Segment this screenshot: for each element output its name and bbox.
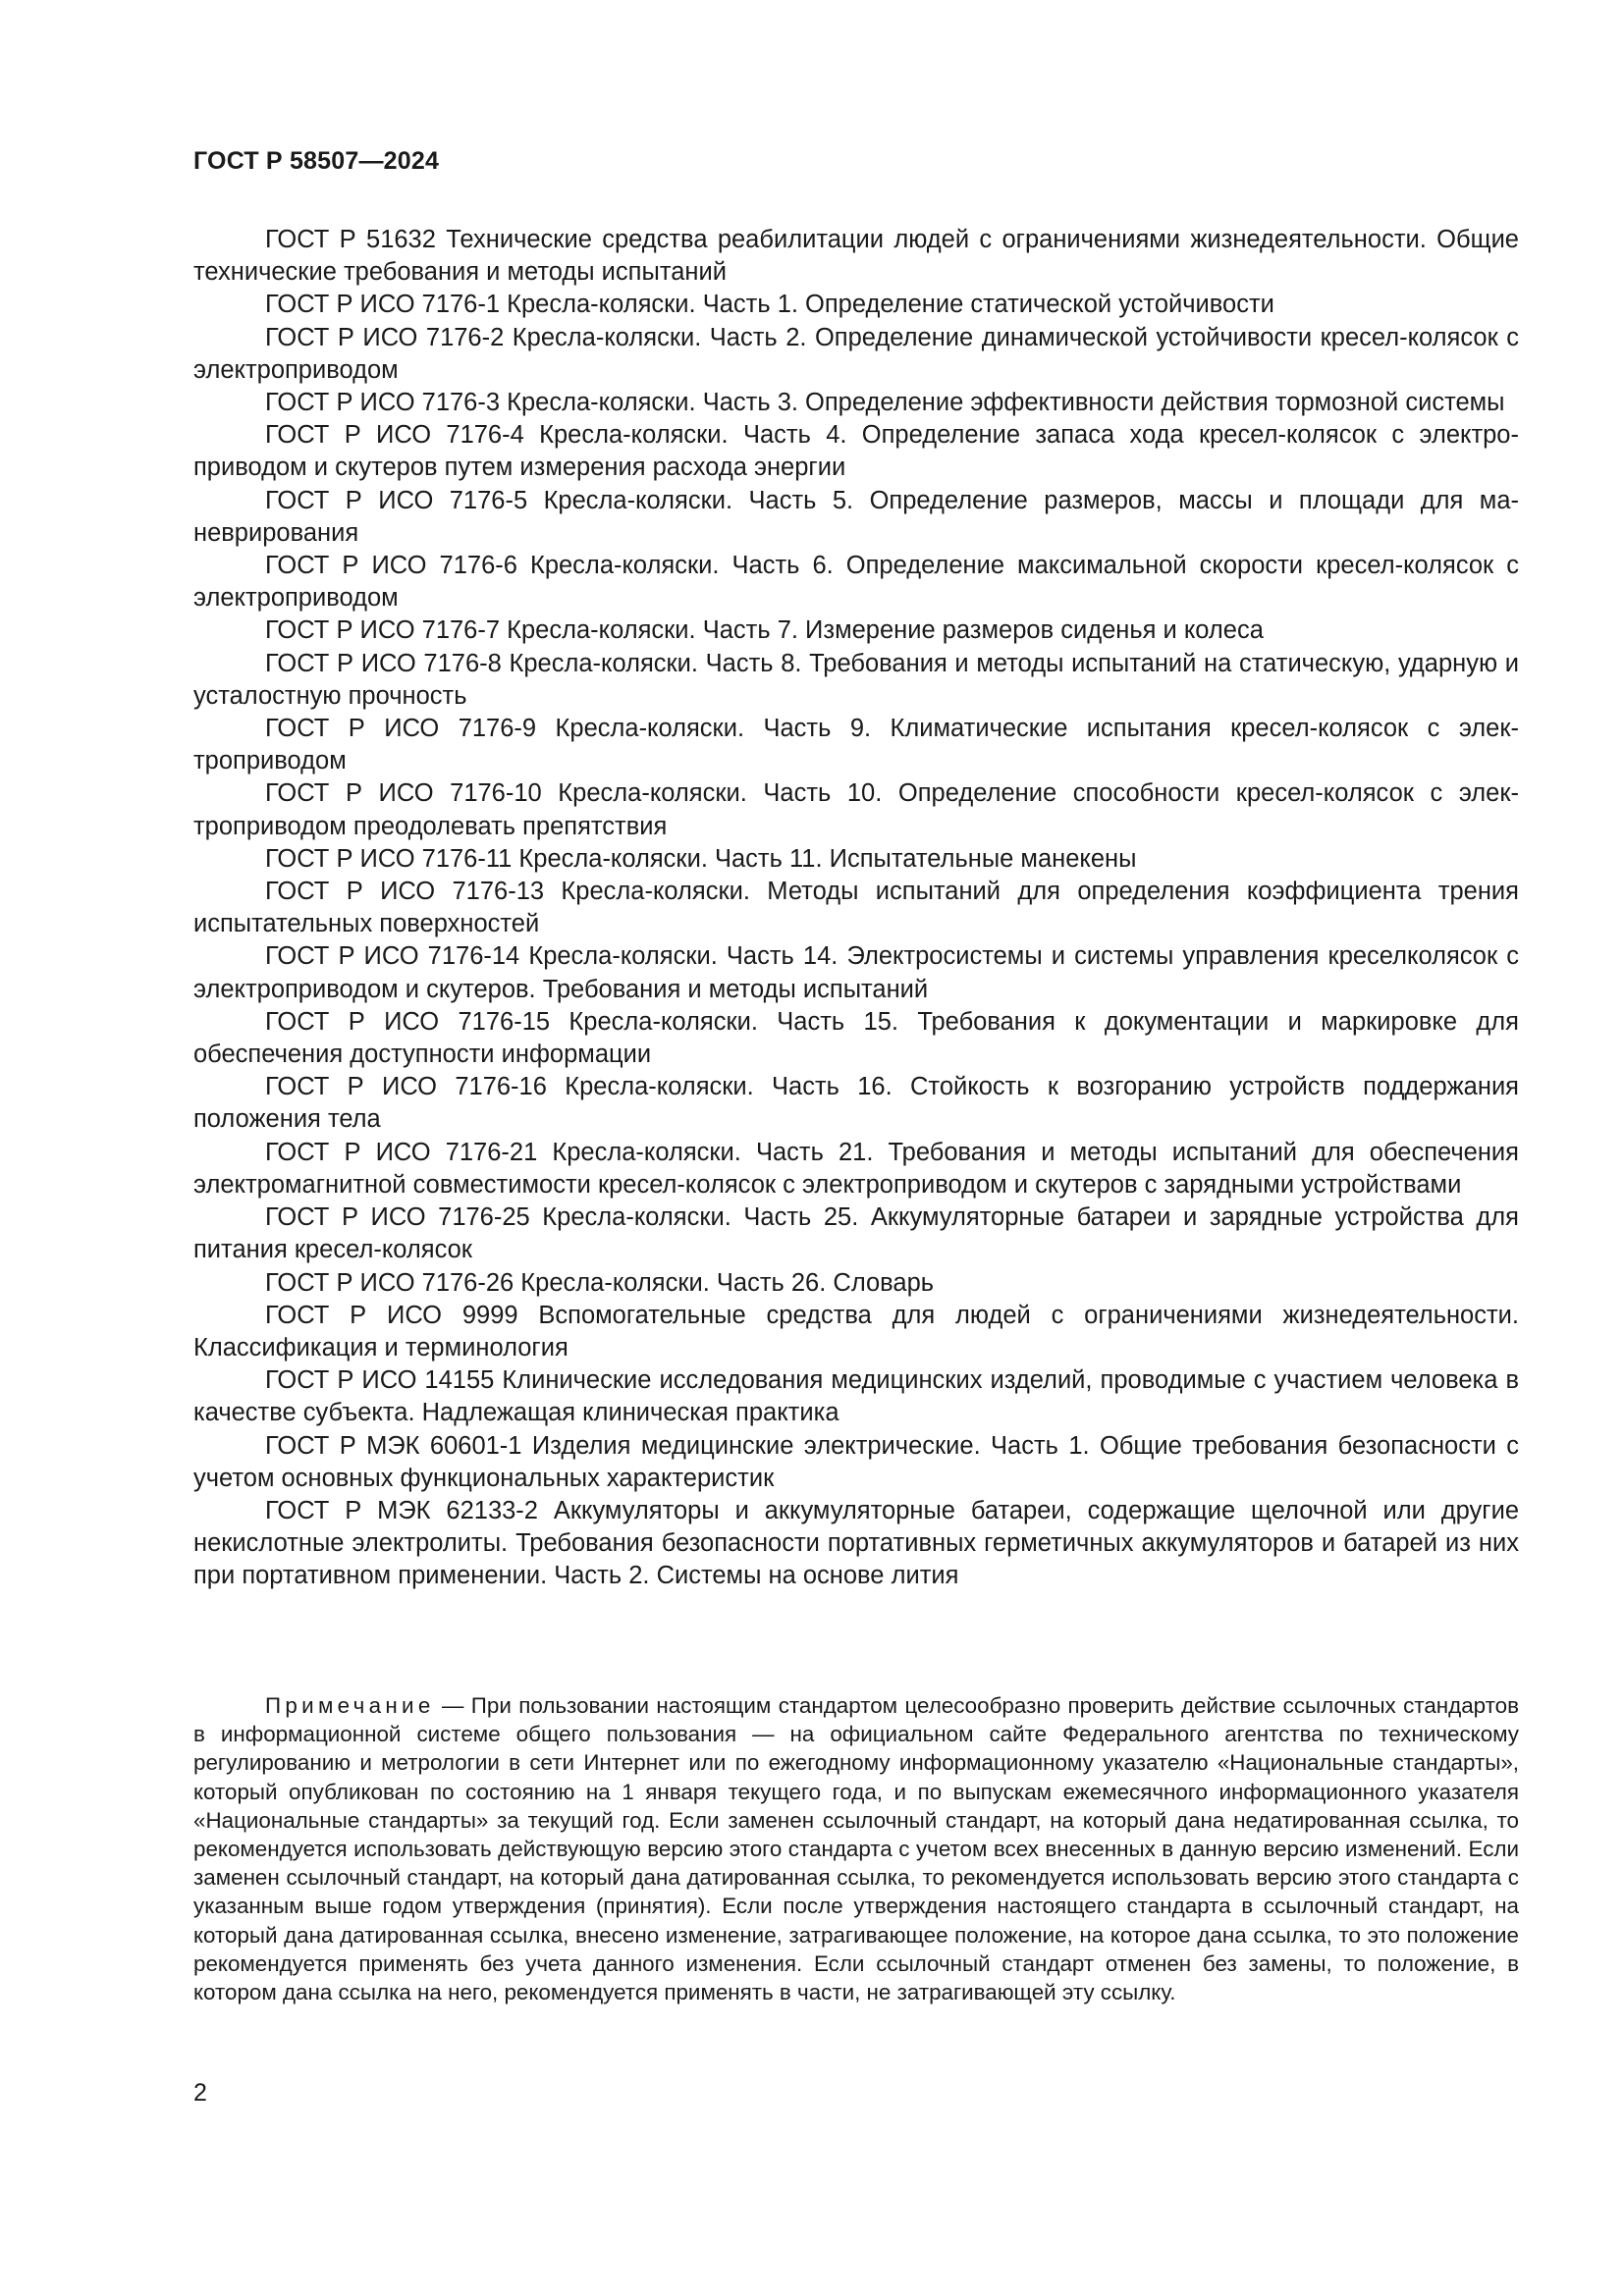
reference-item: ГОСТ Р ИСО 7176-2 Кресла-коляски. Часть 2. Определение динамической устойчивости кресел-колясок с электроприводом [193, 323, 1519, 384]
reference-item: ГОСТ Р ИСО 7176-4 Кресла-коляски. Часть 4. Определение запаса хода кресел-колясок с электроприводом и скутеров путем измерения расхода энергии [193, 421, 1519, 482]
reference-item: ГОСТ Р МЭК 60601-1 Изделия медицинские электрические. Часть 1. Общие требования безопасности с учетом основных функциональных характеристик [193, 1431, 1519, 1492]
normative-references-list [193, 224, 1519, 1593]
page-number: 2 [193, 2079, 207, 2107]
reference-item: ГОСТ Р ИСО 7176-11 Кресла-коляски. Часть 11. Испытательные манекены [265, 844, 1137, 873]
reference-item: ГОСТ Р ИСО 7176-25 Кресла-коляски. Часть 25. Аккумуляторные батареи и зарядные устройства для питания кресел-колясок [193, 1203, 1519, 1264]
reference-item: ГОСТ Р ИСО 7176-8 Кресла-коляски. Часть 8. Требования и методы испытаний на статическую, ударную и усталостную прочность [193, 649, 1519, 710]
reference-item: ГОСТ Р ИСО 7176-7 Кресла-коляски. Часть 7. Измерение размеров сиденья и колеса [265, 616, 1264, 645]
reference-item: ГОСТ Р ИСО 7176-3 Кресла-коляски. Часть 3. Определение эффективности действия тормозной системы [265, 389, 1505, 417]
reference-item: ГОСТ Р ИСО 7176-1 Кресла-коляски. Часть 1. Определение статической устойчивости [265, 291, 1274, 319]
reference-item: ГОСТ Р ИСО 7176-13 Кресла-коляски. Методы испытаний для определения коэффициента трения испытательных поверхностей [193, 878, 1519, 938]
reference-item: ГОСТ Р ИСО 7176-15 Кресла-коляски. Часть 15. Требования к документации и маркировке для обеспечения доступности информации [193, 1007, 1519, 1069]
reference-item: ГОСТ Р МЭК 62133-2 Аккумуляторы и аккумуляторные батареи, содержащие щелочной или другие некислотные электролиты. Требования безопасности портативных герметичных аккумуляторов и батарей из них при портативном применении. Часть 2. Системы на основе лития [193, 1496, 1519, 1590]
reference-item: ГОСТ Р ИСО 7176-5 Кресла-коляски. Часть 5. Определение размеров, массы и площади для маневрирования [193, 486, 1519, 547]
document-header: ГОСТ Р 58507—2024 [193, 147, 440, 175]
reference-item: ГОСТ Р ИСО 7176-10 Кресла-коляски. Часть 10. Определение способности кресел-колясок с электроприводом преодолевать препятствия [193, 779, 1519, 840]
reference-item: ГОСТ Р ИСО 14155 Клинические исследования медицинских изделий, проводимые с участием человека в качестве субъекта. Надлежащая клиническая практика [193, 1366, 1519, 1427]
reference-item: ГОСТ Р ИСО 7176-6 Кресла-коляски. Часть 6. Определение максимальной скорости кресел-колясок с электроприводом [193, 552, 1519, 613]
note-label: Примечание [265, 1693, 435, 1718]
reference-item: ГОСТ Р 51632 Технические средства реабилитации людей с ограничениями жизнедеятельности. Общие технические требования и методы испытаний [193, 226, 1519, 287]
note-text: — При пользовании настоящим стандартом целесообразно проверить действие ссылочных стандартов в информационной системе общего пользования — на официальном сайте Федерального агентства по техническому регулированию и метрологии в сети Интернет или по ежегодному информационному указателю «Национальные стандарты», который опубликован по состоянию на 1 января текущего года, и по выпускам ежемесячного информационного указателя «Национальные стандарты» за текущий год. Если заменен ссылочный стандарт, на который дана недатированная ссылка, то рекомендуется использовать действующую версию этого стандарта с учетом всех внесенных в данную версию изменений. Если заменен ссылочный стандарт, на который дана датированная ссылка, то рекомендуется использовать версию этого стандарта с указанным выше годом утверждения (принятия). Если после утверждения настоящего стандарта в ссылочный стандарт, на который дана датированная ссылка, внесено изменение, затрагивающее положение, на которое дана ссылка, то это положение рекомендуется применять без учета данного изменения. Если ссылочный стандарт отменен без замены, то положение, в котором дана ссылка на него, рекомендуется применять в части, не затрагивающей эту ссылку. [193, 1693, 1519, 2005]
reference-item: ГОСТ Р ИСО 7176-9 Кресла-коляски. Часть 9. Климатические испытания кресел-колясок с электроприводом [193, 715, 1519, 775]
reference-item: ГОСТ Р ИСО 7176-14 Кресла-коляски. Часть 14. Электросистемы и системы управления креселколясок с электроприводом и скутеров. Требования и методы испытаний [193, 942, 1519, 1003]
reference-item: ГОСТ Р ИСО 7176-26 Кресла-коляски. Часть 26. Словарь [265, 1268, 935, 1297]
reference-item: ГОСТ Р ИСО 7176-21 Кресла-коляски. Часть 21. Требования и методы испытаний для обеспечения электромагнитной совместимости кресел-колясок с электроприводом и скутеров с зарядными устройствами [193, 1138, 1519, 1199]
note-paragraph [193, 1691, 1519, 2006]
reference-item: ГОСТ Р ИСО 7176-16 Кресла-коляски. Часть 16. Стойкость к возгоранию устройств поддержания положения тела [193, 1073, 1519, 1134]
reference-item: ГОСТ Р ИСО 9999 Вспомогательные средства для людей с ограничениями жизнедеятельности. Классификация и терминология [193, 1301, 1519, 1362]
